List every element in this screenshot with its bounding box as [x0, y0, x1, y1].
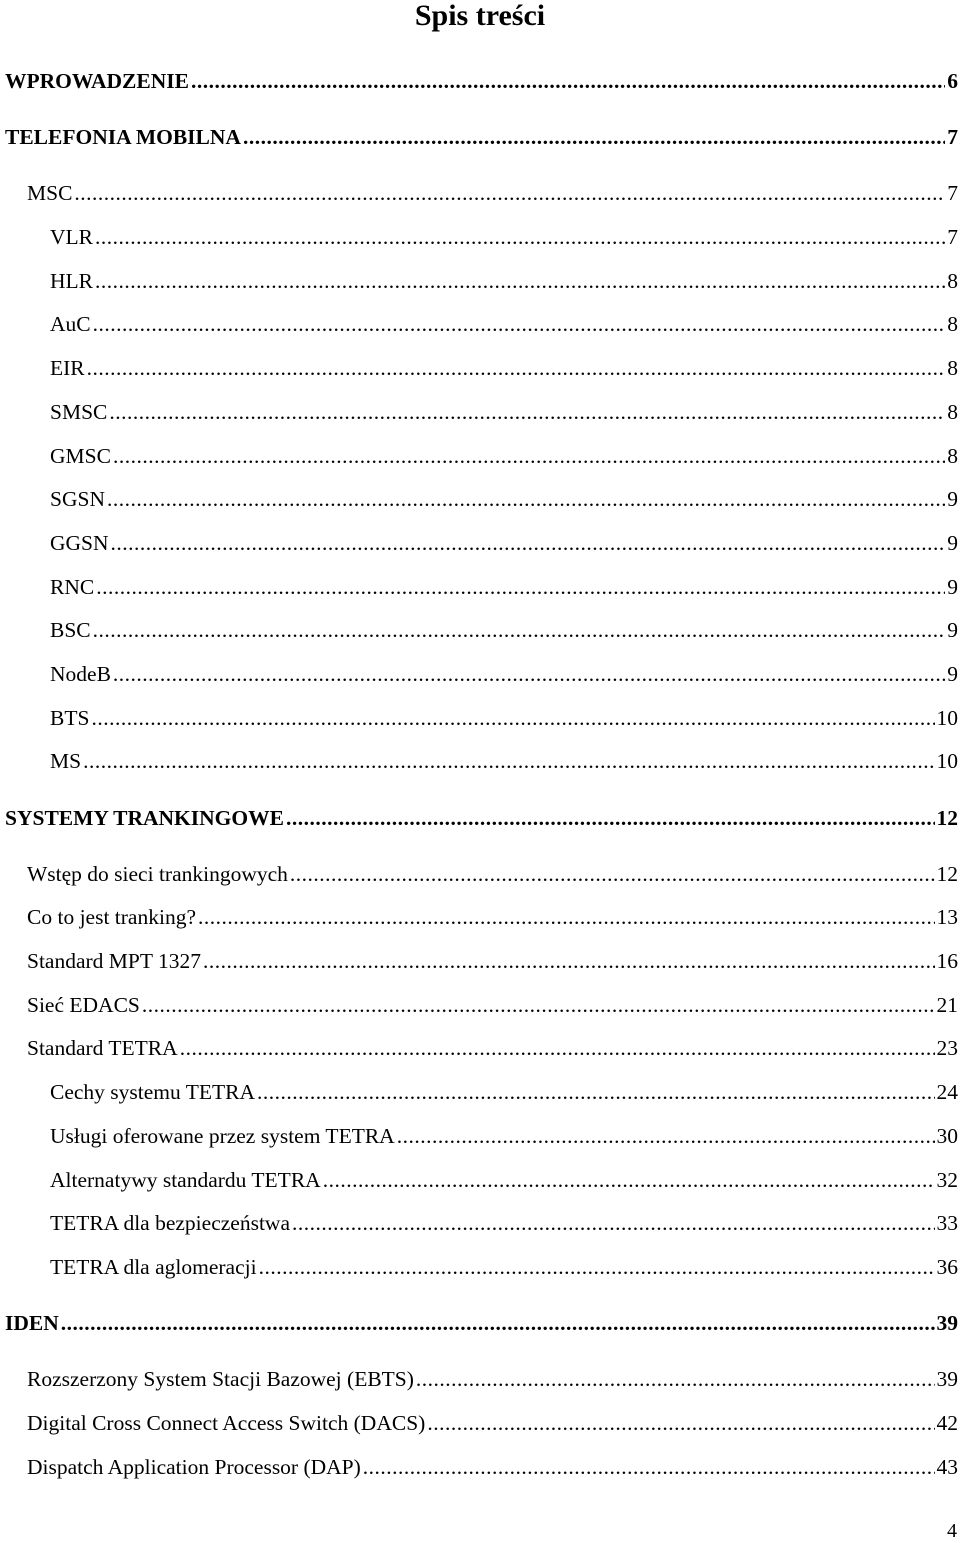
toc-dot-leader [83, 746, 934, 776]
toc-entry-page: 9 [947, 487, 958, 511]
toc-dot-leader [109, 397, 945, 427]
toc-entry[interactable] [50, 353, 958, 383]
toc-dot-leader [397, 1121, 935, 1151]
toc-entry-label: TETRA dla aglomeracji [50, 1255, 257, 1279]
toc-dot-leader [427, 1408, 934, 1438]
toc-entry-page: 7 [947, 181, 958, 205]
toc-entry[interactable] [50, 1208, 958, 1238]
toc-entry[interactable] [50, 397, 958, 427]
toc-dot-leader [290, 859, 935, 889]
toc-dot-leader [95, 222, 945, 252]
toc-dot-leader [142, 990, 935, 1020]
toc-entry[interactable] [5, 803, 958, 833]
toc-entry[interactable] [50, 615, 958, 645]
toc-entry[interactable] [50, 222, 958, 252]
toc-entry[interactable] [50, 441, 958, 471]
toc-entry-page: 42 [936, 1411, 958, 1435]
toc-dot-leader [96, 572, 945, 602]
toc-entry-label: Dispatch Application Processor (DAP) [27, 1455, 361, 1479]
toc-entry-label: Sieć EDACS [27, 993, 140, 1017]
toc-entry-label: Standard MPT 1327 [27, 949, 201, 973]
toc-entry-page: 43 [936, 1455, 958, 1479]
toc-entry-label: Alternatywy standardu TETRA [50, 1168, 321, 1192]
toc-entry-label: IDEN [5, 1311, 59, 1335]
toc-entry[interactable] [50, 1121, 958, 1151]
toc-entry[interactable] [5, 1308, 958, 1338]
toc-dot-leader [87, 353, 946, 383]
toc-entry-page: 9 [947, 618, 958, 642]
toc-dot-leader [259, 1252, 935, 1282]
toc-entry-page: 21 [936, 993, 958, 1017]
toc-entry-page: 39 [936, 1311, 958, 1335]
toc-entry[interactable] [50, 266, 958, 296]
toc-entry[interactable] [50, 1165, 958, 1195]
toc-entry-page: 8 [947, 444, 958, 468]
toc-entry-label: MS [50, 749, 82, 773]
toc-entry-label: BSC [50, 618, 91, 642]
toc-entry-page: 32 [936, 1168, 958, 1192]
toc-entry-page: 36 [936, 1255, 958, 1279]
toc-entry-page: 12 [936, 806, 958, 830]
toc-entry-page: 9 [947, 531, 958, 555]
toc-entry-label: RNC [50, 575, 95, 599]
toc-dot-leader [363, 1452, 935, 1482]
toc-dot-leader [292, 1208, 935, 1238]
toc-dot-leader [113, 441, 945, 471]
toc-entry[interactable] [27, 178, 958, 208]
toc-dot-leader [191, 66, 945, 96]
toc-entry[interactable] [27, 990, 958, 1020]
toc-dot-leader [323, 1165, 935, 1195]
toc-entry-label: BTS [50, 706, 90, 730]
toc-entry-label: Co to jest tranking? [27, 905, 196, 929]
toc-entry-page: 6 [947, 69, 958, 93]
toc-entry-label: SMSC [50, 400, 108, 424]
toc-dot-leader [113, 659, 945, 689]
toc-entry[interactable] [27, 902, 958, 932]
toc-entry-page: 24 [936, 1080, 958, 1104]
toc-entry[interactable] [27, 946, 958, 976]
toc-entry-page: 9 [947, 662, 958, 686]
toc-entry-label: SGSN [50, 487, 105, 511]
toc-entry[interactable] [50, 659, 958, 689]
toc-entry-label: TETRA dla bezpieczeństwa [50, 1211, 290, 1235]
toc-entry-page: 16 [936, 949, 958, 973]
toc-entry-page: 7 [947, 125, 958, 149]
toc-entry-page: 8 [947, 312, 958, 336]
toc-entry-label: HLR [50, 269, 93, 293]
toc-dot-leader [180, 1033, 935, 1063]
toc-entry-label: TELEFONIA MOBILNA [5, 125, 241, 149]
toc-entry[interactable] [5, 66, 958, 96]
toc-entry[interactable] [50, 309, 958, 339]
toc-dot-leader [286, 803, 935, 833]
toc-entry-page: 7 [947, 225, 958, 249]
toc-dot-leader [198, 902, 935, 932]
toc-dot-leader [257, 1077, 934, 1107]
toc-entry-label: AuC [50, 312, 91, 336]
toc-entry-page: 30 [936, 1124, 958, 1148]
toc-entry[interactable] [50, 746, 958, 776]
toc-entry[interactable] [27, 1452, 958, 1482]
toc-dot-leader [74, 178, 945, 208]
toc-dot-leader [95, 266, 945, 296]
toc-dot-leader [243, 122, 945, 152]
toc-dot-leader [203, 946, 935, 976]
toc-entry-label: VLR [50, 225, 93, 249]
toc-dot-leader [61, 1308, 935, 1338]
toc-entry-label: GMSC [50, 444, 111, 468]
toc-entry-label: Usługi oferowane przez system TETRA [50, 1124, 395, 1148]
toc-entry[interactable] [27, 1033, 958, 1063]
toc-entry-page: 8 [947, 356, 958, 380]
toc-entry-label: SYSTEMY TRANKINGOWE [5, 806, 284, 830]
toc-entry[interactable] [5, 122, 958, 152]
toc-entry[interactable] [27, 1408, 958, 1438]
toc-entry-page: 8 [947, 400, 958, 424]
toc-entry-label: GGSN [50, 531, 109, 555]
page-number: 4 [947, 1520, 957, 1542]
toc-entry-label: EIR [50, 356, 85, 380]
toc-entry[interactable] [50, 528, 958, 558]
toc-entry[interactable] [50, 1252, 958, 1282]
toc-entry-page: 13 [936, 905, 958, 929]
toc-entry-label: Rozszerzony System Stacji Bazowej (EBTS) [27, 1367, 414, 1391]
toc-dot-leader [93, 615, 946, 645]
toc-entry-label: WPROWADZENIE [5, 69, 189, 93]
toc-entry-label: Cechy systemu TETRA [50, 1080, 256, 1104]
toc-entry-page: 12 [936, 862, 958, 886]
toc-entry[interactable] [50, 572, 958, 602]
toc-entry-page: 9 [947, 575, 958, 599]
toc-dot-leader [111, 528, 946, 558]
toc-entry-page: 8 [947, 269, 958, 293]
toc-entry[interactable] [27, 859, 958, 889]
toc-entry-label: Standard TETRA [27, 1036, 178, 1060]
toc-entry[interactable] [50, 484, 958, 514]
toc-dot-leader [91, 703, 934, 733]
toc-dot-leader [107, 484, 945, 514]
toc-dot-leader [93, 309, 946, 339]
toc-entry-label: Wstęp do sieci trankingowych [27, 862, 288, 886]
toc-entry-page: 10 [936, 706, 958, 730]
toc-entry-label: Digital Cross Connect Access Switch (DACS) [27, 1411, 426, 1435]
toc-entry-page: 23 [936, 1036, 958, 1060]
toc-dot-leader [416, 1364, 935, 1394]
toc-entry[interactable] [50, 1077, 958, 1107]
toc-entry[interactable] [50, 703, 958, 733]
page-title: Spis treści [414, 0, 546, 32]
toc-entry-page: 33 [936, 1211, 958, 1235]
toc-entry-page: 39 [936, 1367, 958, 1391]
toc-entry[interactable] [27, 1364, 958, 1394]
toc-entry-label: MSC [27, 181, 73, 205]
toc-entry-label: NodeB [50, 662, 111, 686]
toc-entry-page: 10 [936, 749, 958, 773]
